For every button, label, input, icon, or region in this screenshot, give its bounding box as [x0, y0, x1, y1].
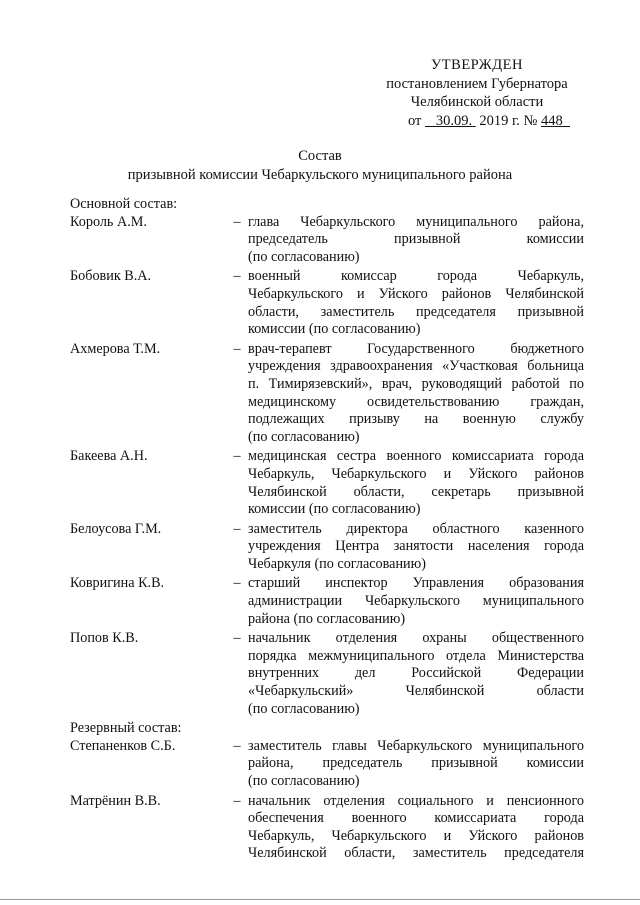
- bottom-rule: [0, 899, 640, 900]
- member-dash: –: [233, 340, 241, 357]
- approval-line-2: Челябинской области: [410, 94, 544, 110]
- reserve-member-list: [70, 738, 584, 863]
- member-position-line: (по согласованию): [248, 248, 360, 265]
- member-dash: –: [233, 268, 241, 285]
- member-position-line: учреждения здравоохранения «Участковая больница: [248, 358, 584, 375]
- member-position-line: учреждения Центра занятости населения города: [248, 538, 584, 555]
- member-position-line: (по согласованию): [248, 428, 360, 445]
- member-position-line: врач-терапевт Государственного бюджетного: [248, 340, 584, 357]
- member-position-line: Челябинской области, заместитель председателя: [248, 845, 584, 862]
- member-position-line: Чебаркуль, Чебаркульского и Уйского районов: [248, 465, 584, 482]
- member-position-line: военный комиссар города Чебаркуль,: [248, 268, 584, 285]
- member-row: [70, 575, 584, 628]
- member-position: [248, 630, 584, 718]
- main-member-list: [70, 214, 584, 719]
- member-dash: –: [233, 737, 241, 754]
- member-dash: –: [233, 520, 241, 537]
- member-position-line: заместитель директора областного казенного: [248, 520, 584, 537]
- member-position-line: комиссии (по согласованию): [248, 501, 421, 518]
- member-position-line: Чебаркуля (по согласованию): [248, 555, 426, 572]
- member-dash: –: [233, 792, 241, 809]
- member-position-line: порядка межмуниципального отдела Министерства: [248, 647, 584, 664]
- approval-title: УТВЕРЖДЕН: [431, 57, 523, 73]
- member-position: [248, 268, 584, 338]
- member-position-line: Челябинской области, секретарь призывной: [248, 483, 584, 500]
- member-position-line: подлежащих призыву на военную службу: [248, 411, 584, 428]
- member-position: [248, 738, 584, 791]
- member-dash: –: [233, 630, 241, 647]
- approval-date: 30.09.: [435, 112, 473, 129]
- member-name: Бакеева А.Н.: [70, 448, 148, 465]
- member-name: Попов К.В.: [70, 630, 139, 647]
- reserve-section-title: Резервный состав:: [70, 720, 182, 737]
- member-position-line: медицинскому освидетельствованию граждан,: [248, 393, 584, 410]
- member-position-line: начальник отделения охраны общественного: [248, 630, 584, 647]
- approval-year: 2019 г. №: [479, 112, 538, 129]
- member-position-line: медицинская сестра военного комиссариата города: [248, 448, 584, 465]
- member-position-line: глава Чебаркульского муниципального района,: [248, 213, 584, 230]
- member-position-line: Чебаркуль, Чебаркульского и Уйского районов: [248, 827, 584, 844]
- member-position-line: обеспечения военного комиссариата города: [248, 810, 584, 827]
- member-name: Белоусова Г.М.: [70, 520, 162, 537]
- member-position: [248, 793, 584, 863]
- member-dash: –: [233, 448, 241, 465]
- member-position-line: «Чебаркульский» Челябинской области: [248, 683, 584, 700]
- commission-list: [70, 196, 584, 865]
- member-name: Степаненков С.Б.: [70, 737, 176, 754]
- heading-title: Состав: [298, 148, 342, 164]
- member-name: Матрёнин В.В.: [70, 792, 161, 809]
- member-name: Король А.М.: [70, 213, 147, 230]
- member-position-line: внутренних дел Российской Федерации: [248, 665, 584, 682]
- member-name: Ковригина К.В.: [70, 575, 165, 592]
- member-position-line: района (по согласованию): [248, 610, 406, 627]
- member-row: [70, 448, 584, 518]
- member-position-line: Чебаркульского и Уйского районов Челябинской: [248, 285, 584, 302]
- member-name: Бобовик В.А.: [70, 268, 152, 285]
- member-position-line: старший инспектор Управления образования: [248, 575, 584, 592]
- member-position: [248, 341, 584, 447]
- member-row: [70, 341, 584, 447]
- member-position-line: (по согласованию): [248, 773, 360, 789]
- approval-from: от: [407, 112, 422, 129]
- member-position-line: заместитель главы Чебаркульского муниципального: [248, 737, 584, 754]
- member-name: Ахмерова Т.М.: [70, 340, 161, 357]
- member-position-line: начальник отделения социального и пенсионного: [248, 792, 584, 809]
- member-position-line: администрации Чебаркульского муниципального: [248, 593, 584, 610]
- member-position-line: председатель призывной комиссии: [248, 231, 584, 248]
- member-position: [248, 521, 584, 574]
- document-heading: [70, 147, 570, 184]
- approval-block: [372, 56, 582, 130]
- member-row: [70, 521, 584, 574]
- approval-line-1: постановлением Губернатора: [386, 75, 568, 92]
- approval-date-line: [372, 112, 582, 131]
- member-position-line: (по согласованию): [248, 700, 360, 717]
- member-position: [248, 575, 584, 628]
- approval-number: 448: [541, 112, 563, 129]
- member-position: [248, 214, 584, 267]
- member-row: [70, 630, 584, 718]
- member-dash: –: [233, 213, 241, 230]
- member-row: [70, 738, 584, 791]
- heading-subtitle: призывной комиссии Чебаркульского муниципального района: [127, 166, 513, 183]
- main-section-title: Основной состав:: [70, 196, 178, 212]
- member-position: [248, 448, 584, 518]
- member-row: [70, 793, 584, 863]
- member-position-line: комиссии (по согласованию): [248, 321, 421, 338]
- member-dash: –: [233, 575, 241, 592]
- member-row: [70, 268, 584, 338]
- member-position-line: п. Тимирязевский», врач, руководящий работой по: [248, 375, 584, 392]
- member-position-line: района, председатель призывной комиссии: [248, 755, 584, 772]
- member-position-line: области, заместитель председателя призывной: [248, 303, 584, 320]
- member-row: [70, 214, 584, 267]
